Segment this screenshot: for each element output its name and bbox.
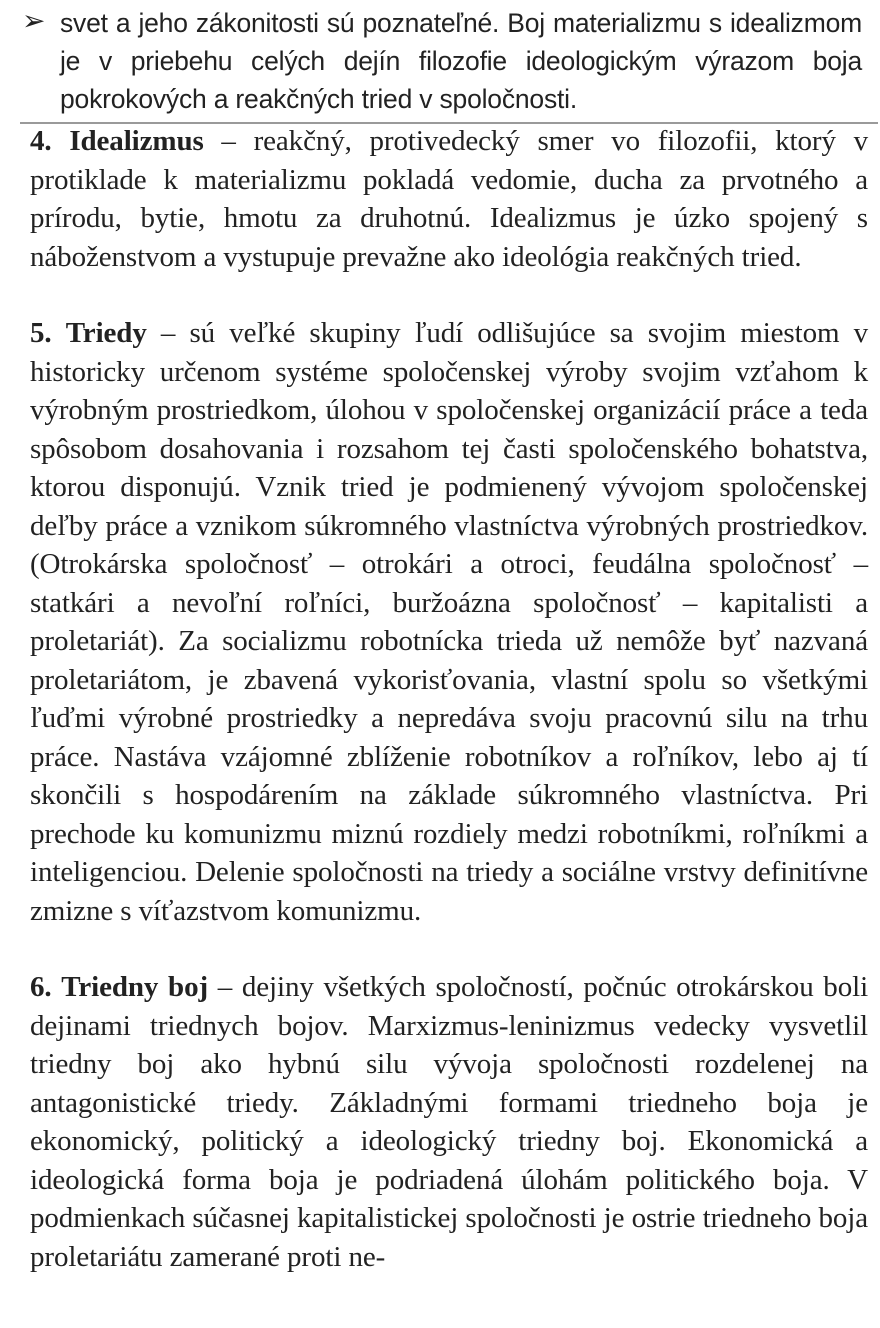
section-triedy — [30, 314, 868, 930]
section-number: 4. — [30, 125, 52, 157]
section-dash: – — [217, 971, 233, 1003]
section-number: 5. — [30, 317, 52, 349]
section-idealizmus — [30, 122, 868, 276]
section-term: Triedny boj — [61, 971, 209, 1003]
section-dash: – — [221, 125, 236, 157]
definition-list — [30, 122, 868, 1276]
section-term: Idealizmus — [69, 125, 204, 157]
section-text: dejiny všetkých spoločností, počnúc otrokárskou boli dejinami triednych bojov. Marxizmus-leninizmus vedecky vysvetlil triedny boj ako hybnú silu vývoja spoločnosti rozdelenej na antagonistické triedy. Základnými formami triedneho boja je ekonomický, politický a ideologický triedny boj. Ekonomická a ideologická forma boja je podriadená úlohám politického boja. V podmienkach súčasnej kapitalistickej spoločnosti je ostrie triedneho boja proletariátu zamerané proti ne- — [30, 971, 869, 1273]
section-text: reakčný, protivedecký smer vo filozofii, ktorý v protiklade k materializmu pokladá vedomie, ducha za prvotného a prírodu, bytie, hmotu za druhotnú. Idealizmus je úzko spojený s náboženstvom a vystupuje prevažne ako ideológia reakčných tried. — [30, 125, 868, 273]
section-term: Triedy — [65, 317, 147, 349]
section-number: 6. — [30, 971, 52, 1003]
arrow-bullet-icon: ➢ — [22, 6, 46, 37]
section-text: sú veľké skupiny ľudí odlišujúce sa svojim miestom v historicky určenom systéme spoločenskej výroby svojim vzťahom k výrobným prostriedkom, úlohou v spoločenskej organizácií práce a teda spôsobom dosahovania i rozsahom tej časti spoločenského bohatstva, ktorou disponujú. Vznik tried je podmienený vývojom spoločenskej deľby práce a vznikom súkromného vlastníctva výrobných prostriedkov. (Otrokárska spoločnosť – otrokári a otroci, feudálna spoločnosť – statkári a nevoľní roľníci, buržoázna spoločnosť – kapitalisti a proletariát). Za socializmu robotnícka trieda už nemôže byť nazvaná proletariátom, je zbavená vykorisťovania, vlastní spolu so všetkými ľuďmi výrobné prostriedky a nepredáva svoju pracovnú silu na trhu práce. Nastáva vzájomné zblíženie robotníkov a roľníkov, lebo aj tí skončili s hospodárením na základe súkromného vlastníctva. Pri prechode ku komunizmu miznú rozdiely medzi robotníkmi, roľníkmi a inteligenciou. Delenie spoločnosti na triedy a sociálne vrstvy definitívne zmizne s víťazstvom komunizmu. — [30, 317, 868, 927]
section-dash: – — [160, 317, 176, 349]
top-fragment-row — [22, 4, 862, 118]
section-triedny-boj — [30, 968, 868, 1276]
top-fragment — [22, 4, 862, 118]
top-fragment-text: svet a jeho zákonitosti sú poznateľné. Boj materializmu s idealizmom je v priebehu celých dejín filozofie ideologickým výrazom boja pokrokových a reakčných tried v spoločnosti. — [60, 8, 862, 114]
